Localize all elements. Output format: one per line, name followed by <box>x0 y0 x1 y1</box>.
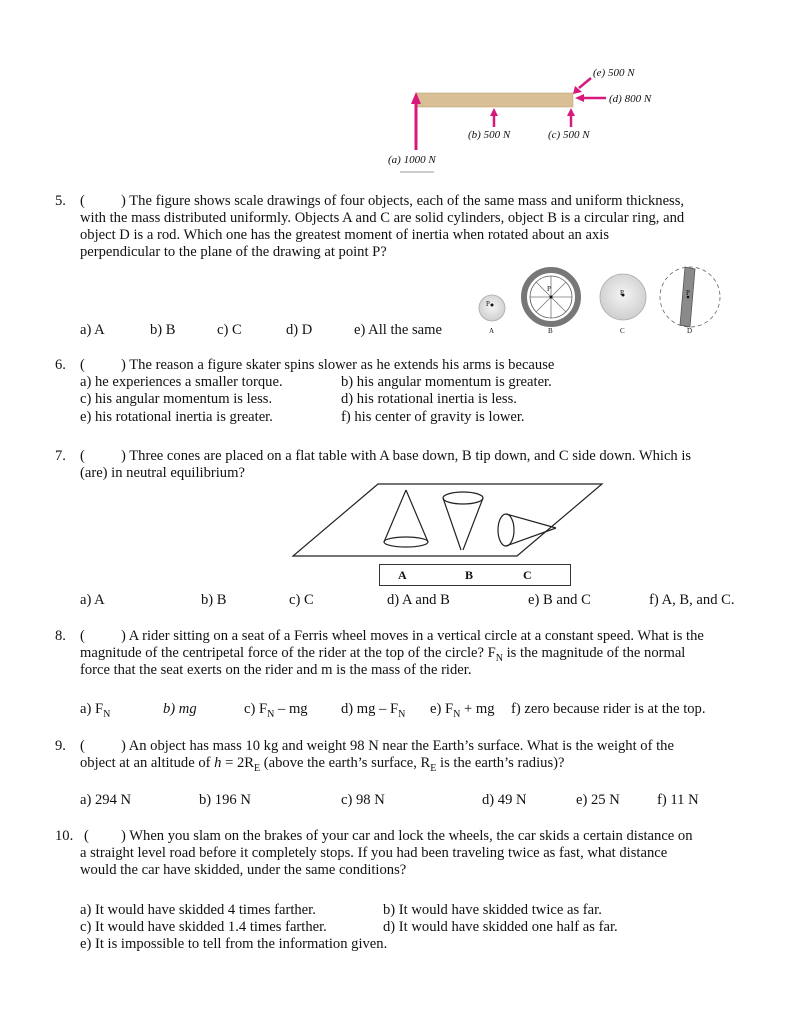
q10-number: 10. <box>55 828 74 844</box>
q5-line-4: perpendicular to the plane of the drawing at point P? <box>80 244 387 260</box>
cone-b <box>443 492 483 550</box>
q7-number: 7. <box>55 448 66 464</box>
q8-line-2: magnitude of the centripetal force of the rider at the top of the circle? $F_N$ is the magnitude of the normal <box>80 645 686 664</box>
point-p-c: P <box>620 289 624 297</box>
object-label-b: B <box>548 327 553 335</box>
point-p-a: P <box>486 300 490 308</box>
q8-line-3: force that the seat exerts on the rider and m is the mass of the rider. <box>80 662 472 678</box>
point-p-d: P <box>686 289 690 297</box>
label-a: (a) 1000 N <box>388 154 436 166</box>
q7-line-2: (are) in neutral equilibrium? <box>80 465 245 481</box>
q9-choice-d[interactable]: d) 49 N <box>482 792 527 808</box>
label-b: (b) 500 N <box>468 129 511 141</box>
q6-choice-c[interactable]: c) his angular momentum is less. <box>80 391 273 407</box>
q10-line-3: would the car have skidded, under the same conditions? <box>80 862 407 878</box>
q9-number: 9. <box>55 738 66 754</box>
object-label-a: A <box>489 327 495 335</box>
q7-line-1: ) Three cones are placed on a flat table with A base down, B tip down, and C side down. Which is <box>121 448 692 464</box>
q8-choice-b[interactable]: b) mg <box>163 701 197 717</box>
q10-choice-b[interactable]: b) It would have skidded twice as far. <box>383 902 602 918</box>
label-e: (e) 500 N <box>593 67 635 79</box>
q6-choice-b[interactable]: b) his angular momentum is greater. <box>341 374 552 390</box>
object-b-ring <box>524 270 578 324</box>
q5-line-3: object D is a rod. Which one has the greatest moment of inertia when rotated about an axis <box>80 227 609 243</box>
q9-choice-a[interactable]: a) 294 N <box>80 792 132 808</box>
q7-choice-c[interactable]: c) C <box>289 592 314 608</box>
cone-label-b: B <box>465 568 474 582</box>
force-arrow-e <box>579 78 591 88</box>
q8-choice-e[interactable]: e) $F_N$ + mg <box>430 701 495 720</box>
q9-choice-b[interactable]: b) 196 N <box>199 792 251 808</box>
q10-choice-a[interactable]: a) It would have skidded 4 times farther. <box>80 902 316 918</box>
q8-answer-blank[interactable]: ( <box>80 628 85 644</box>
q8-choice-f[interactable]: f) zero because rider is at the top. <box>511 701 706 717</box>
q7-choice-f[interactable]: f) A, B, and C. <box>649 592 735 608</box>
q7-choice-d[interactable]: d) A and B <box>387 592 450 608</box>
q6-number: 6. <box>55 357 66 373</box>
q10-answer-blank[interactable]: ( <box>84 828 89 844</box>
q5-line-1: ) The figure shows scale drawings of four objects, each of the same mass and uniform thickness, <box>121 193 685 209</box>
q6-choice-e[interactable]: e) his rotational inertia is greater. <box>80 409 273 425</box>
q8-line-1: ) A rider sitting on a seat of a Ferris wheel moves in a vertical circle at a constant speed. What is the <box>121 628 704 644</box>
object-label-c: C <box>620 327 625 335</box>
q5-choice-b[interactable]: b) B <box>150 322 176 338</box>
q8-choice-a[interactable]: a) $F_N$ <box>80 701 111 720</box>
q8-choice-d[interactable]: d) mg – $F_N$ <box>341 701 406 720</box>
q10-line-2: a straight level road before it completely stops. If you had been traveling twice as fast, what distance <box>80 845 668 861</box>
q9-answer-blank[interactable]: ( <box>80 738 85 754</box>
q5-number: 5. <box>55 193 66 209</box>
q9-choice-c[interactable]: c) 98 N <box>341 792 385 808</box>
point-p-b: P <box>547 285 551 293</box>
q10-choice-d[interactable]: d) It would have skidded one half as far. <box>383 919 618 935</box>
cone-label-c: C <box>523 568 532 582</box>
object-label-d: D <box>687 327 693 335</box>
q10-choice-c[interactable]: c) It would have skidded 1.4 times farther. <box>80 919 327 935</box>
q5-answer-blank[interactable]: ( <box>80 193 85 209</box>
object-a-cylinder <box>479 295 505 321</box>
q6-choice-d[interactable]: d) his rotational inertia is less. <box>341 391 517 407</box>
cone-label-box <box>379 564 571 586</box>
q9-choice-e[interactable]: e) 25 N <box>576 792 620 808</box>
q5-choice-a[interactable]: a) A <box>80 322 105 338</box>
object-c-cylinder <box>600 274 646 320</box>
q5-choice-e[interactable]: e) All the same <box>354 322 442 338</box>
q10-choice-e[interactable]: e) It is impossible to tell from the information given. <box>80 936 388 952</box>
q7-choice-a[interactable]: a) A <box>80 592 105 608</box>
moment-objects-figure <box>0 258 802 338</box>
q7-choice-b[interactable]: b) B <box>201 592 227 608</box>
q6-choice-a[interactable]: a) he experiences a smaller torque. <box>80 374 283 390</box>
cone-label-a: A <box>398 568 407 582</box>
q9-line-2: object at an altitude of $h = 2R_E$ (above the earth’s surface, $R_E$ is the earth’s radius)? <box>80 755 565 774</box>
cone-a <box>384 490 428 547</box>
q8-number: 8. <box>55 628 66 644</box>
label-c: (c) 500 N <box>548 129 590 141</box>
q5-line-2: with the mass distributed uniformly. Objects A and C are solid cylinders, object B is a circular ring, and <box>80 210 685 226</box>
label-d: (d) 800 N <box>609 93 652 105</box>
q6-answer-blank[interactable]: ( <box>80 357 85 373</box>
q5-choice-c[interactable]: c) C <box>217 322 242 338</box>
cones-figure <box>0 478 802 568</box>
q5-choice-d[interactable]: d) D <box>286 322 313 338</box>
q6-stem: ) The reason a figure skater spins slower as he extends his arms is because <box>121 357 555 373</box>
q8-choice-c[interactable]: c) $F_N$ – mg <box>244 701 308 720</box>
q7-answer-blank[interactable]: ( <box>80 448 85 464</box>
q9-choice-f[interactable]: f) 11 N <box>657 792 699 808</box>
beam <box>416 93 573 107</box>
q6-choice-f[interactable]: f) his center of gravity is lower. <box>341 409 525 425</box>
q7-choice-e[interactable]: e) B and C <box>528 592 591 608</box>
q10-line-1: ) When you slam on the brakes of your car and lock the wheels, the car skids a certain distance on <box>121 828 693 844</box>
q9-line-1: ) An object has mass 10 kg and weight 98 N near the Earth’s surface. What is the weight of the <box>121 738 674 754</box>
beam-diagram <box>0 0 802 180</box>
